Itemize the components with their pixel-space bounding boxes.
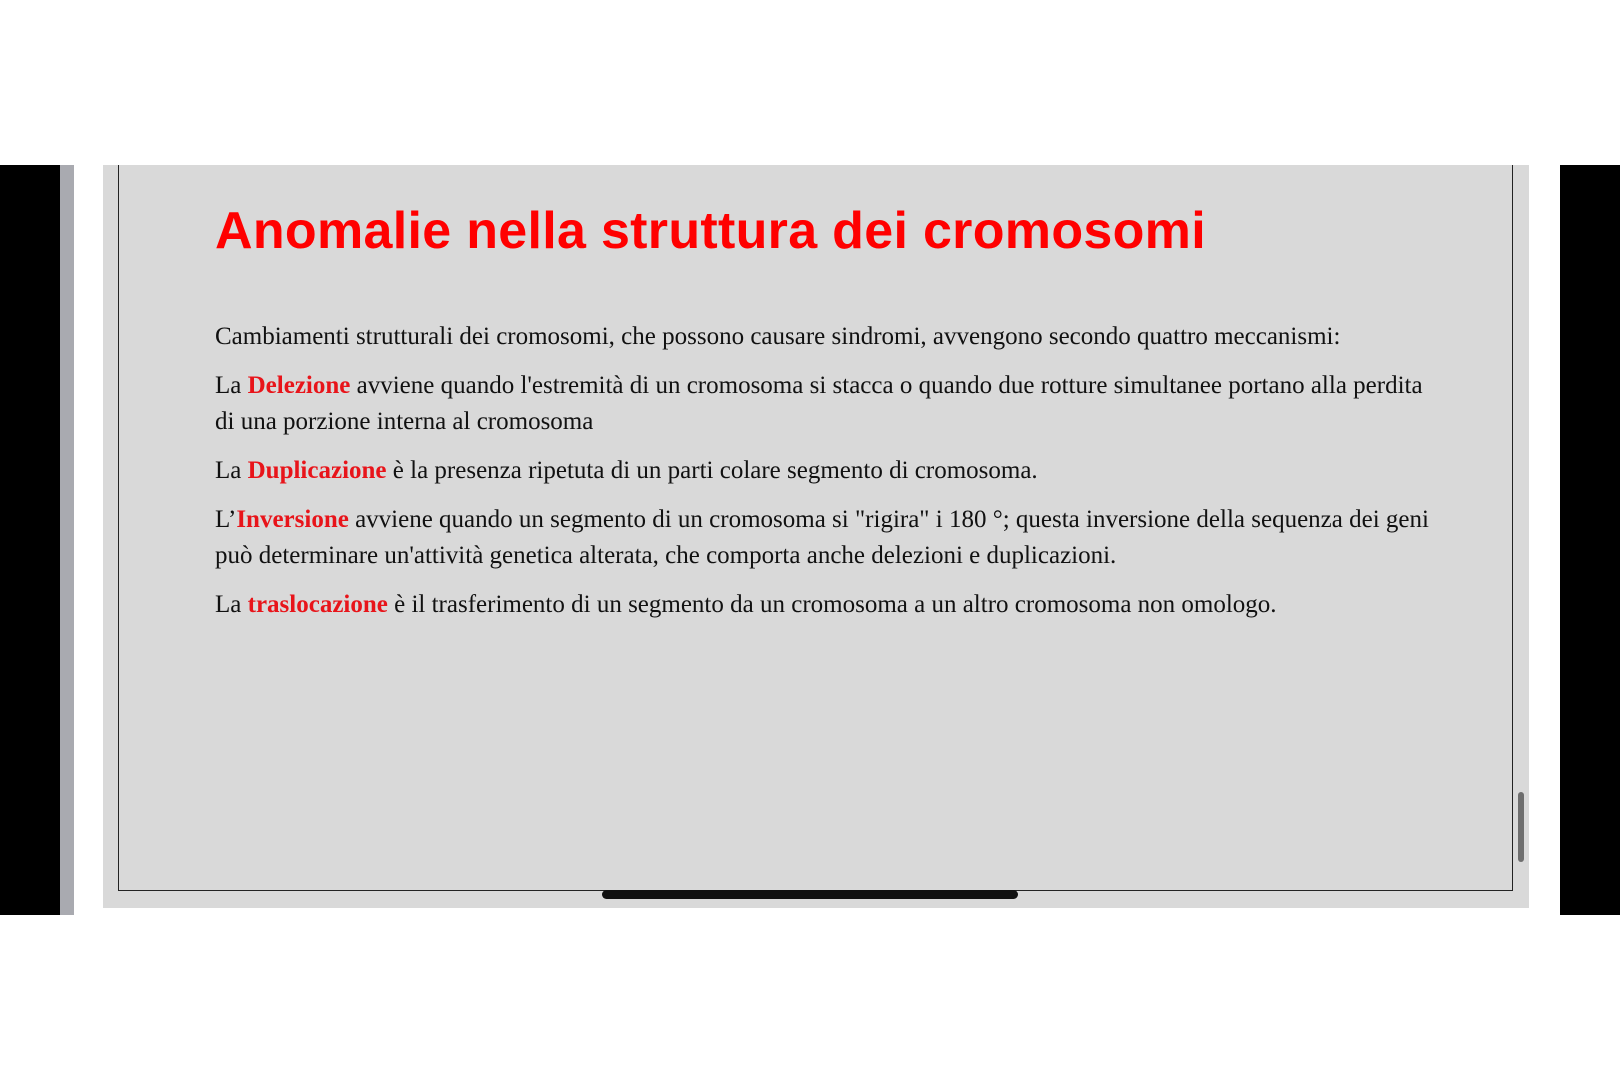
left-gray-strip: [60, 165, 74, 915]
keyword-duplicazione: Duplicazione: [247, 457, 387, 484]
paragraph-inversione: [215, 502, 1435, 574]
left-black-bar: [0, 165, 60, 915]
home-indicator-bar[interactable]: [602, 890, 1018, 899]
intro-paragraph: Cambiamenti strutturali dei cromosomi, che possono causare sindromi, avvengono secondo quattro meccanismi:: [215, 323, 1341, 350]
keyword-delezione: Delezione: [247, 372, 351, 399]
paragraph-prefix: La: [215, 591, 248, 618]
scrollbar-thumb[interactable]: [1518, 792, 1524, 862]
keyword-inversione: Inversione: [236, 506, 349, 533]
paragraph-duplicazione: [215, 453, 1435, 489]
paragraph-text: è la presenza ripetuta di un parti colare segmento di cromosoma.: [386, 457, 1038, 484]
paragraph-delezione: [215, 368, 1435, 440]
slide: [118, 165, 1513, 891]
paragraph-prefix: L’: [215, 506, 237, 533]
paragraph-traslocazione: [215, 587, 1435, 623]
paragraph-prefix: La: [215, 372, 248, 399]
keyword-traslocazione: traslocazione: [247, 591, 388, 618]
slide-title: Anomalie nella struttura dei cromosomi: [215, 202, 1206, 260]
right-black-bar: [1560, 165, 1620, 915]
paragraph-text: avviene quando l'estremità di un cromosoma si stacca o quando due rotture simultanee portano alla perdita di una porzione interna al cromosoma: [215, 372, 1423, 435]
slide-body: [215, 319, 1435, 636]
paragraph-prefix: La: [215, 457, 248, 484]
paragraph-text: è il trasferimento di un segmento da un cromosoma a un altro cromosoma non omologo.: [387, 591, 1277, 618]
paragraph-text: avviene quando un segmento di un cromosoma si "rigira" i 180 °; questa inversione della sequenza dei geni può determinare un'attività genetica alterata, che comporta anche delezioni e duplicazioni.: [215, 506, 1429, 569]
